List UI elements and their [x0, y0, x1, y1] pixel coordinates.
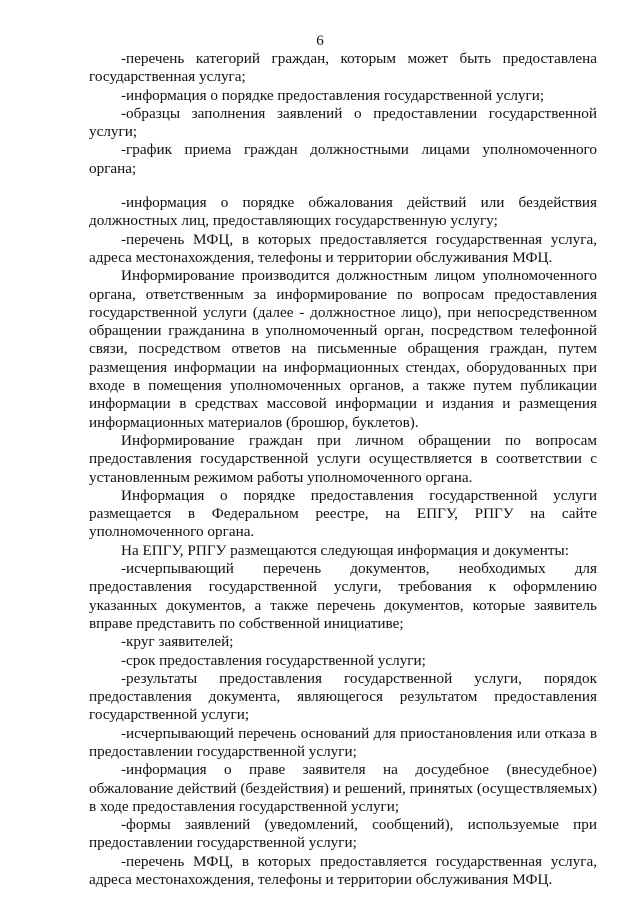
paragraph: -результаты предоставления государственной услуги, порядок предоставления документа, являющегося результатом предоставления государственной услуги;	[89, 669, 597, 724]
paragraph: Информирование производится должностным лицом уполномоченного органа, ответственным за информирование по вопросам предоставления государственной услуги (далее - должностное лицо), при непосредственном обращении гражданина в уполномоченный орган, посредством телефонной связи, посредством ответов на письменные обращения граждан, путем размещения информации на информационных стендах, оборудованных при входе в помещения уполномоченных органов, а также путем публикации информации в средствах массовой информации и издания и размещения информационных материалов (брошюр, буклетов).	[89, 267, 597, 431]
document-body	[89, 50, 597, 889]
paragraph: -график приема граждан должностными лицами уполномоченного органа;	[89, 141, 597, 177]
page-number: 6	[316, 33, 324, 49]
paragraph: -образцы заполнения заявлений о предоставлении государственной услуги;	[89, 104, 597, 141]
paragraph: На ЕПГУ, РПГУ размещаются следующая информация и документы:	[121, 541, 569, 559]
paragraph: -информация о порядке обжалования действий или бездействия должностных лиц, предоставляющих государственную услугу;	[89, 194, 597, 230]
paragraph: -перечень МФЦ, в которых предоставляется государственная услуга, адреса местонахождения, телефоны и территории обслуживания МФЦ.	[89, 230, 597, 266]
paragraph: -срок предоставления государственной услуги;	[121, 651, 426, 669]
paragraph: -перечень категорий граждан, которым может быть предоставлена государственная услуга;	[89, 50, 597, 86]
paragraph: Информирование граждан при личном обращении по вопросам предоставления государственной услуги осуществляется в соответствии с установленным режимом работы уполномоченного органа.	[89, 431, 597, 486]
paragraph: -круг заявителей;	[121, 633, 234, 651]
paragraph: -информация о праве заявителя на досудебное (внесудебное) обжалование действий (бездействия) и решений, принятых (осуществляемых) в ходе предоставления государственной услуги;	[89, 761, 597, 815]
paragraph: -исчерпывающий перечень документов, необходимых для предоставления государственной услуги, требования к оформлению указанных документов, а также перечень документов, которые заявитель вправе представить по собственной инициативе;	[89, 560, 597, 632]
paragraph: Информация о порядке предоставления государственной услуги размещается в Федеральном реестре, на ЕПГУ, РПГУ на сайте уполномоченного органа.	[89, 486, 597, 541]
paragraph: -исчерпывающий перечень оснований для приостановления или отказа в предоставлении государственной услуги;	[89, 724, 597, 760]
paragraph: -информация о порядке предоставления государственной услуги;	[121, 86, 545, 104]
paragraph: -формы заявлений (уведомлений, сообщений), используемые при предоставлении государственной услуги;	[89, 816, 597, 852]
paragraph: -перечень МФЦ, в которых предоставляется государственная услуга, адреса местонахождения, телефоны и территории обслуживания МФЦ.	[89, 852, 597, 889]
